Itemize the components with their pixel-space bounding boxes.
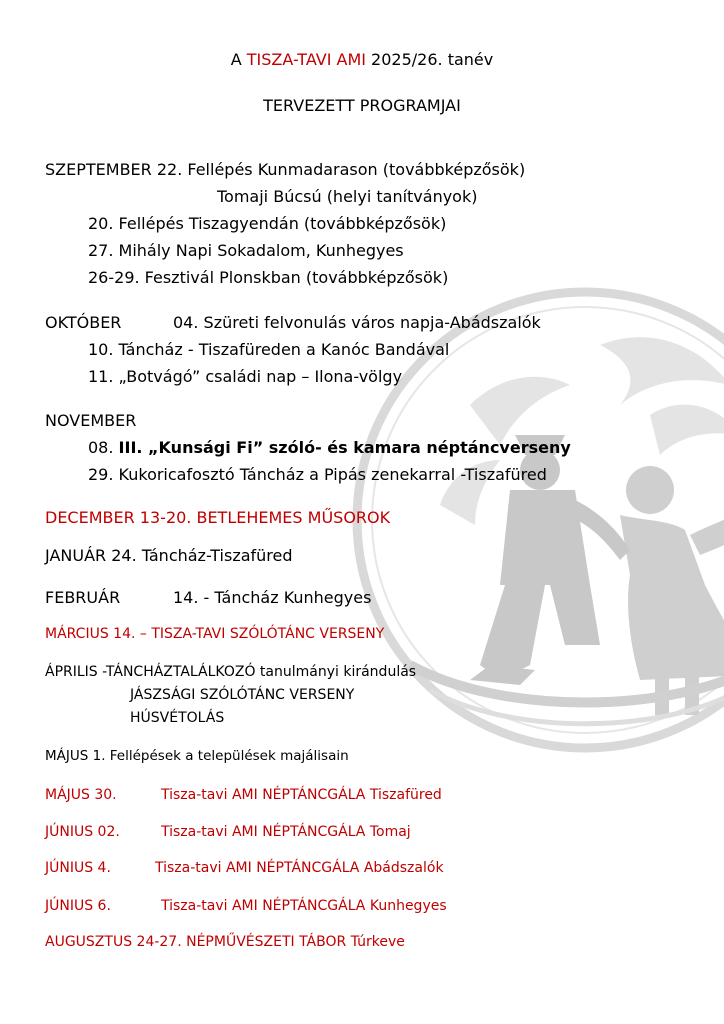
october-line-2: 10. Táncház - Tiszafüreden a Kanóc Bandával [88,340,450,359]
october-month: OKTÓBER [45,313,122,332]
may-1-line: MÁJUS 1. Fellépések a települések majálisain [45,748,349,764]
gala-row [45,824,411,840]
school-name: TISZA-TAVI AMI [246,50,366,69]
november-line-1 [88,438,571,457]
gala-row [45,787,442,803]
gala-row [45,898,447,914]
april-line-2: JÁSZSÁGI SZÓLÓTÁNC VERSENY [130,687,355,703]
gala-title: Tisza-tavi AMI NÉPTÁNCGÁLA Kunhegyes [161,898,447,914]
gala-row [45,860,444,876]
gala-title: Tisza-tavi AMI NÉPTÁNCGÁLA Abádszalók [155,860,444,876]
gala-title: Tisza-tavi AMI NÉPTÁNCGÁLA Tomaj [161,824,411,840]
november-line-2: 29. Kukoricafosztó Táncház a Pipás zenekarral -Tiszafüred [88,465,547,484]
december-line: DECEMBER 13-20. BETLEHEMES MŰSOROK [45,508,391,527]
february-month: FEBRUÁR [45,588,121,607]
february-line: 14. - Táncház Kunhegyes [173,588,372,607]
gala-title: Tisza-tavi AMI NÉPTÁNCGÁLA Tiszafüred [161,787,442,803]
september-line-1: SZEPTEMBER 22. Fellépés Kunmadarason (továbbképzősök) [45,160,526,179]
gala-date: JÚNIUS 02. [45,824,120,840]
september-line-5: 26-29. Fesztivál Plonskban (továbbképzősök) [88,268,449,287]
april-line-3: HÚSVÉTOLÁS [130,710,225,726]
school-year: 2025/26. tanév [365,50,494,69]
header-title [0,50,724,69]
gala-date: MÁJUS 30. [45,787,117,803]
kunsagi-fi-competition: III. „Kunsági Fi” szóló- és kamara néptáncverseny [118,438,571,457]
january-line: JANUÁR 24. Táncház-Tiszafüred [45,546,293,565]
november-month: NOVEMBER [45,411,137,430]
header-prefix: A [230,50,247,69]
april-line-1: ÁPRILIS -TÁNCHÁZTALÁLKOZÓ tanulmányi kirándulás [45,664,417,680]
august-line: AUGUSZTUS 24-27. NÉPMŰVÉSZETI TÁBOR Túrkeve [45,934,405,950]
september-line-2: Tomaji Búcsú (helyi tanítványok) [217,187,478,206]
march-line: MÁRCIUS 14. – TISZA-TAVI SZÓLÓTÁNC VERSENY [45,626,385,642]
october-line-1: 04. Szüreti felvonulás város napja-Abádszalók [173,313,541,332]
november-line-1-date: 08. [88,438,119,457]
header-subtitle: TERVEZETT PROGRAMJAI [263,96,461,115]
gala-date: JÚNIUS 6. [45,898,111,914]
september-line-3: 20. Fellépés Tiszagyendán (továbbképzősök) [88,214,447,233]
october-line-3: 11. „Botvágó” családi nap – Ilona-völgy [88,367,403,386]
gala-date: JÚNIUS 4. [45,860,111,876]
september-line-4: 27. Mihály Napi Sokadalom, Kunhegyes [88,241,404,260]
